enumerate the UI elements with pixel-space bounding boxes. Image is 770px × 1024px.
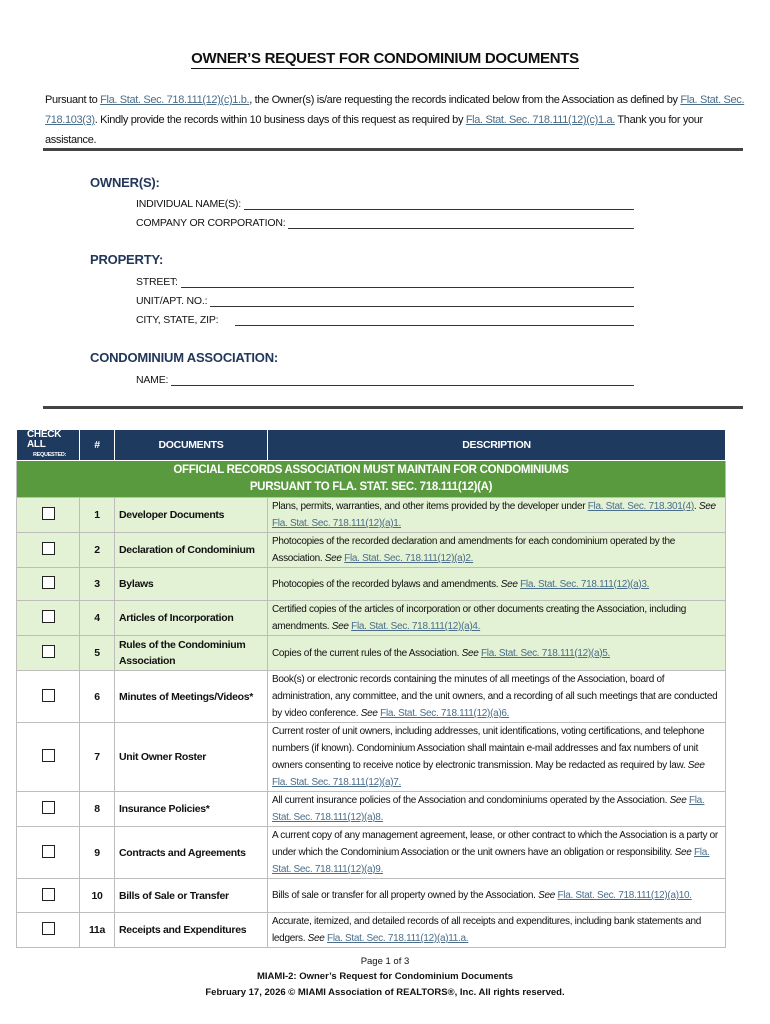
association-heading: CONDOMINIUM ASSOCIATION: bbox=[90, 350, 279, 365]
row-number: 2 bbox=[80, 533, 115, 568]
statute-link[interactable]: Fla. Stat. Sec. 718.301(4) bbox=[587, 501, 694, 512]
statute-link[interactable]: Fla. Stat. Sec. 718.111(12)(a)7. bbox=[272, 777, 401, 788]
association-name-field[interactable]: NAME: bbox=[136, 370, 634, 386]
documents-table bbox=[16, 429, 726, 948]
table-row bbox=[17, 671, 726, 723]
request-checkbox-cell[interactable] bbox=[17, 671, 80, 723]
document-name: Contracts and Agreements bbox=[115, 827, 268, 879]
unit-field[interactable]: UNIT/APT. NO.: bbox=[136, 291, 634, 307]
request-checkbox-cell[interactable] bbox=[17, 792, 80, 827]
table-header-row bbox=[17, 430, 726, 461]
statute-link[interactable]: Fla. Stat. Sec. 718.111(12)(a)4. bbox=[351, 621, 481, 632]
document-name: Unit Owner Roster bbox=[115, 723, 268, 792]
document-description: Plans, permits, warranties, and other items provided by the developer under Fla. Stat. Sec. 718.301(4). See Fla. Stat. Sec. 718.111(12)(a)1. bbox=[268, 498, 726, 533]
table-row bbox=[17, 879, 726, 913]
request-checkbox[interactable] bbox=[42, 845, 55, 858]
city-state-zip-field[interactable]: CITY, STATE, ZIP: bbox=[136, 310, 634, 326]
document-name: Insurance Policies* bbox=[115, 792, 268, 827]
table-row bbox=[17, 636, 726, 671]
table-row bbox=[17, 568, 726, 601]
request-checkbox-cell[interactable] bbox=[17, 913, 80, 948]
row-number: 4 bbox=[80, 601, 115, 636]
row-number: 11a bbox=[80, 913, 115, 948]
page-title: OWNER’S REQUEST FOR CONDOMINIUM DOCUMENTS bbox=[191, 50, 579, 67]
request-checkbox-cell[interactable] bbox=[17, 568, 80, 601]
request-checkbox[interactable] bbox=[42, 507, 55, 520]
document-description: Accurate, itemized, and detailed records of all receipts and expenditures, including bank statements and ledgers. See Fla. Stat. Sec. 718.111(12)(a)11.a. bbox=[268, 913, 726, 948]
document-description: Bills of sale or transfer for all property owned by the Association. See Fla. Stat. Sec. 718.111(12)(a)10. bbox=[268, 879, 726, 913]
table-row bbox=[17, 498, 726, 533]
request-checkbox[interactable] bbox=[42, 542, 55, 555]
table-row bbox=[17, 913, 726, 948]
document-description: All current insurance policies of the Association and condominiums operated by the Association. See Fla. Stat. Sec. 718.111(12)(a)8. bbox=[268, 792, 726, 827]
intro-paragraph: Pursuant to Fla. Stat. Sec. 718.111(12)(c)1.b., the Owner(s) is/are requesting the records indicated below from the Association as defined by Fla. Stat. Sec. 718.103(3). Kindly provide the records within 10 business days of this request as required by Fla. Stat. Sec. 718.111(12)(c)1.a. Thank you for your assistance. bbox=[45, 94, 745, 146]
document-name: Receipts and Expenditures bbox=[115, 913, 268, 948]
property-heading: PROPERTY: bbox=[90, 252, 164, 267]
statute-link[interactable]: Fla. Stat. Sec. 718.111(12)(a)9. bbox=[272, 847, 710, 875]
statute-link[interactable]: Fla. Stat. Sec. 718.111(12)(a)11.a. bbox=[327, 933, 469, 944]
request-checkbox-cell[interactable] bbox=[17, 636, 80, 671]
request-checkbox-cell[interactable] bbox=[17, 601, 80, 636]
company-field[interactable]: COMPANY OR CORPORATION: bbox=[136, 213, 634, 229]
document-description: Photocopies of the recorded declaration and amendments for each condominium operated by the Association. See Fla. Stat. Sec. 718.111(12)(a)2. bbox=[268, 533, 726, 568]
document-name: Rules of the Condominium Association bbox=[115, 636, 268, 671]
document-name: Developer Documents bbox=[115, 498, 268, 533]
official-records-banner: OFFICIAL RECORDS ASSOCIATION MUST MAINTAIN FOR CONDOMINIUMS PURSUANT TO FLA. STAT. SEC. 718.111(12)(A) bbox=[17, 461, 726, 498]
statute-link[interactable]: Fla. Stat. Sec. 718.111(12)(a)3. bbox=[520, 578, 650, 590]
row-number: 1 bbox=[80, 498, 115, 533]
statute-link[interactable]: Fla. Stat. Sec. 718.111(12)(a)2. bbox=[344, 553, 474, 564]
document-name: Declaration of Condominium bbox=[115, 533, 268, 568]
document-description: A current copy of any management agreement, lease, or other contract to which the Association is a party or under which the Condominium Association or the unit owners have an obligation or responsibility. See Fla. Stat. Sec. 718.111(12)(a)9. bbox=[268, 827, 726, 879]
request-checkbox[interactable] bbox=[42, 749, 55, 762]
request-checkbox[interactable] bbox=[42, 576, 55, 589]
document-description: Book(s) or electronic records containing the minutes of all meetings of the Association, board of administration, any committee, and the unit owners, and a recording of all such meetings that are conducted by video conference. See Fla. Stat. Sec. 718.111(12)(a)6. bbox=[268, 671, 726, 723]
document-name: Articles of Incorporation bbox=[115, 601, 268, 636]
request-checkbox-cell[interactable] bbox=[17, 533, 80, 568]
number-header: # bbox=[80, 430, 115, 461]
request-checkbox[interactable] bbox=[42, 922, 55, 935]
check-all-header[interactable]: CHECK ALL REQUESTED: bbox=[17, 430, 80, 461]
owner-heading: OWNER(S): bbox=[90, 175, 160, 190]
request-checkbox-cell[interactable] bbox=[17, 879, 80, 913]
table-row bbox=[17, 723, 726, 792]
row-number: 5 bbox=[80, 636, 115, 671]
statute-link[interactable]: Fla. Stat. Sec. 718.111(12)(c)1.a. bbox=[465, 114, 615, 126]
table-row bbox=[17, 827, 726, 879]
row-number: 10 bbox=[80, 879, 115, 913]
row-number: 3 bbox=[80, 568, 115, 601]
row-number: 6 bbox=[80, 671, 115, 723]
description-header: DESCRIPTION bbox=[268, 430, 726, 461]
request-checkbox-cell[interactable] bbox=[17, 498, 80, 533]
statute-link[interactable]: Fla. Stat. Sec. 718.111(12)(a)10. bbox=[557, 890, 692, 901]
row-number: 9 bbox=[80, 827, 115, 879]
document-description: Copies of the current rules of the Association. See Fla. Stat. Sec. 718.111(12)(a)5. bbox=[268, 636, 726, 671]
row-number: 7 bbox=[80, 723, 115, 792]
table-row bbox=[17, 601, 726, 636]
statute-link[interactable]: Fla. Stat. Sec. 718.111(12)(a)5. bbox=[480, 647, 610, 659]
document-name: Minutes of Meetings/Videos* bbox=[115, 671, 268, 723]
statute-link[interactable]: Fla. Stat. Sec. 718.111(12)(a)6. bbox=[380, 708, 510, 719]
statute-link[interactable]: Fla. Stat. Sec. 718.103(3) bbox=[45, 94, 745, 126]
request-checkbox[interactable] bbox=[42, 645, 55, 658]
statute-link[interactable]: Fla. Stat. Sec. 718.111(12)(a)8. bbox=[272, 795, 705, 823]
document-name: Bills of Sale or Transfer bbox=[115, 879, 268, 913]
document-name: Bylaws bbox=[115, 568, 268, 601]
request-checkbox[interactable] bbox=[42, 801, 55, 814]
form-id: MIAMI-2: Owner’s Request for Condominium Documents bbox=[257, 971, 513, 982]
statute-link[interactable]: Fla. Stat. Sec. 718.111(12)(a)1. bbox=[272, 518, 401, 529]
section-divider bbox=[43, 148, 743, 151]
row-number: 8 bbox=[80, 792, 115, 827]
request-checkbox-cell[interactable] bbox=[17, 827, 80, 879]
request-checkbox[interactable] bbox=[42, 610, 55, 623]
street-field[interactable]: STREET: bbox=[136, 272, 634, 288]
table-row bbox=[17, 792, 726, 827]
document-description: Photocopies of the recorded bylaws and amendments. See Fla. Stat. Sec. 718.111(12)(a)3. bbox=[268, 568, 726, 601]
request-checkbox-cell[interactable] bbox=[17, 723, 80, 792]
page-number: Page 1 of 3 bbox=[360, 956, 410, 967]
copyright: February 17, 2026 © MIAMI Association of REALTORS®, Inc. All rights reserved. bbox=[205, 987, 565, 998]
document-description: Current roster of unit owners, including addresses, unit identifications, voting certifications, and telephone numbers (if known). Condominium Association shall maintain e-mail addresses and fax numbers of unit owners consenting to receive notice by electronic transmission. May be redacted as required by law. See Fla. Stat. Sec. 718.111(12)(a)7. bbox=[268, 723, 726, 792]
table-row bbox=[17, 533, 726, 568]
documents-header: DOCUMENTS bbox=[115, 430, 268, 461]
section-divider bbox=[43, 406, 743, 409]
individual-name-field[interactable]: INDIVIDUAL NAME(S): bbox=[136, 194, 634, 210]
document-description: Certified copies of the articles of incorporation or other documents creating the Association, including amendments. See Fla. Stat. Sec. 718.111(12)(a)4. bbox=[268, 601, 726, 636]
request-checkbox[interactable] bbox=[42, 888, 55, 901]
request-checkbox[interactable] bbox=[42, 689, 55, 702]
statute-link[interactable]: Fla. Stat. Sec. 718.111(12)(c)1.b. bbox=[100, 94, 250, 106]
